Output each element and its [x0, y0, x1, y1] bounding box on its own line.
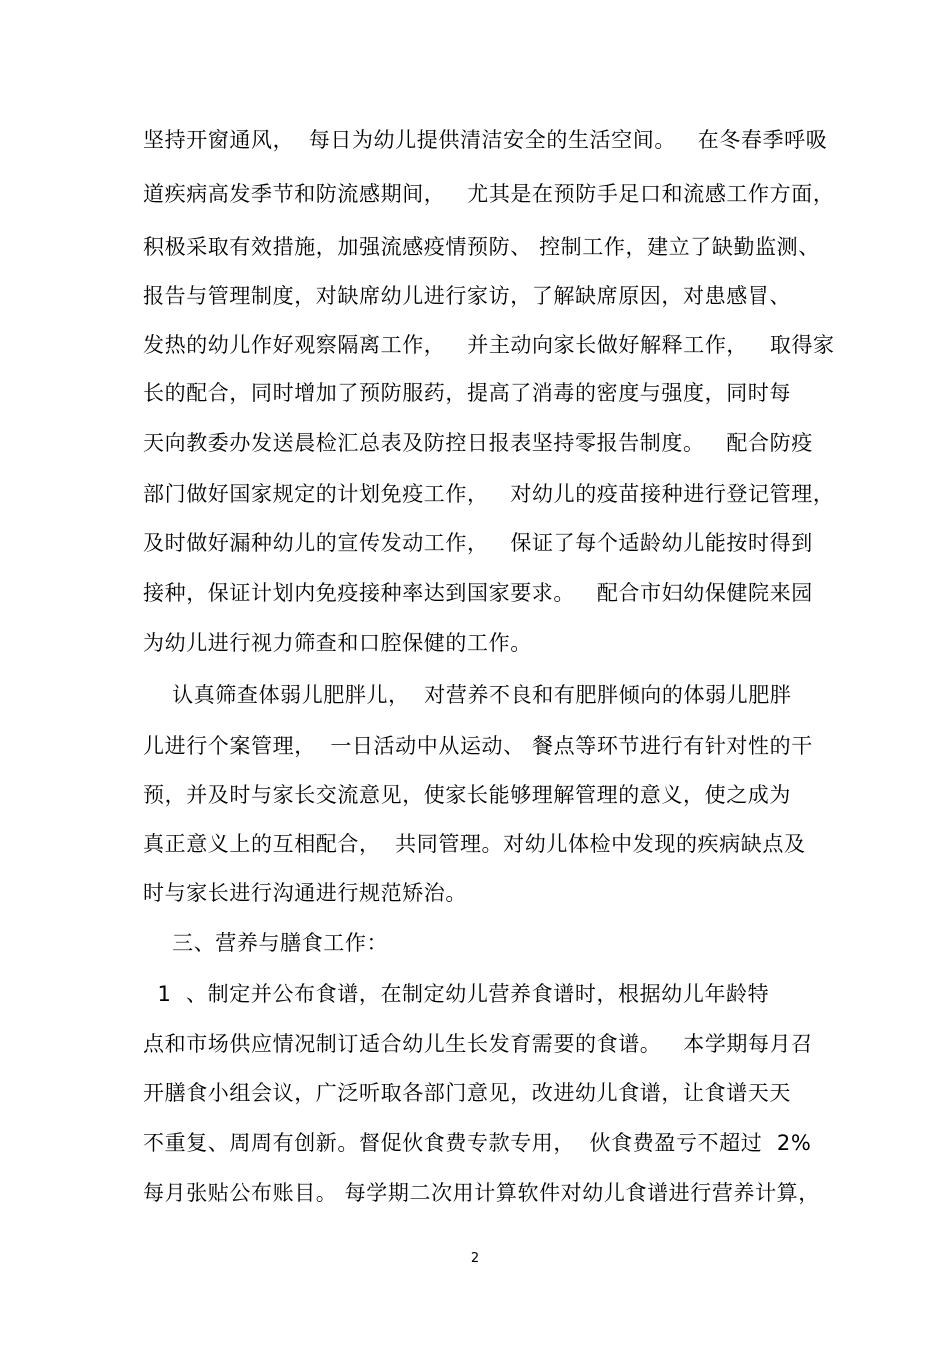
text-line: 为幼儿进行视力筛查和口腔保健的工作。: [143, 631, 532, 655]
text-line: 预，并及时与家长交流意见，使家长能够理解管理的意义，使之成为: [143, 783, 791, 807]
text-line: 积极采取有效措施，加强流感疫情预防、 控制工作，建立了缺勤监测、: [143, 235, 820, 259]
text-line: 部门做好国家规定的计划免疫工作， 对幼儿的疫苗接种进行登记管理，: [143, 482, 835, 506]
text-line: 接种，保证计划内免疫接种率达到国家要求。 配合市妇幼保健院来园: [143, 581, 813, 605]
text-line: 坚持开窗通风， 每日为幼儿提供清洁安全的生活空间。 在冬春季呼吸: [143, 128, 828, 152]
text-line: 不重复、周周有创新。督促伙食费专款专用， 伙食费盈亏不超过 2%: [143, 1131, 812, 1155]
text-line: 报告与管理制度，对缺席幼儿进行家访，了解缺席原因，对患感冒、: [143, 284, 791, 308]
text-line: 认真筛查体弱儿肥胖儿， 对营养不良和有肥胖倾向的体弱儿肥胖: [143, 683, 792, 707]
text-line: 点和市场供应情况制订适合幼儿生长发育需要的食谱。 本学期每月召: [143, 1032, 813, 1056]
text-line: 开膳食小组会议，广泛听取各部门意见，改进幼儿食谱，让食谱天天: [143, 1081, 791, 1105]
text-line: 儿进行个案管理， 一日活动中从运动、 餐点等环节进行有针对性的干: [143, 734, 813, 758]
text-line: 真正意义上的互相配合， 共同管理。对幼儿体检中发现的疾病缺点及: [143, 832, 806, 856]
text-line: 长的配合，同时增加了预防服药，提高了消毒的密度与强度，同时每: [143, 381, 791, 405]
text-line: 发热的幼儿作好观察隔离工作， 并主动向家长做好解释工作， 取得家: [143, 333, 835, 357]
text-line: 每月张贴公布账目。 每学期二次用计算软件对幼儿食谱进行营养计算，: [143, 1181, 820, 1205]
text-line: 三、营养与膳食工作：: [143, 931, 389, 955]
text-line: 道疾病高发季节和防流感期间， 尤其是在预防手足口和流感工作方面，: [143, 182, 835, 206]
text-line: 天向教委办发送晨检汇总表及防控日报表坚持零报告制度。 配合防疫: [143, 431, 813, 455]
text-line: 及时做好漏种幼儿的宣传发动工作， 保证了每个适龄幼儿能按时得到: [143, 531, 813, 555]
text-line: 时与家长进行沟通进行规范矫治。: [143, 881, 467, 905]
text-line: 1 、制定并公布食谱，在制定幼儿营养食谱时，根据幼儿年龄特: [143, 982, 770, 1006]
page-number: 2: [470, 1251, 480, 1266]
